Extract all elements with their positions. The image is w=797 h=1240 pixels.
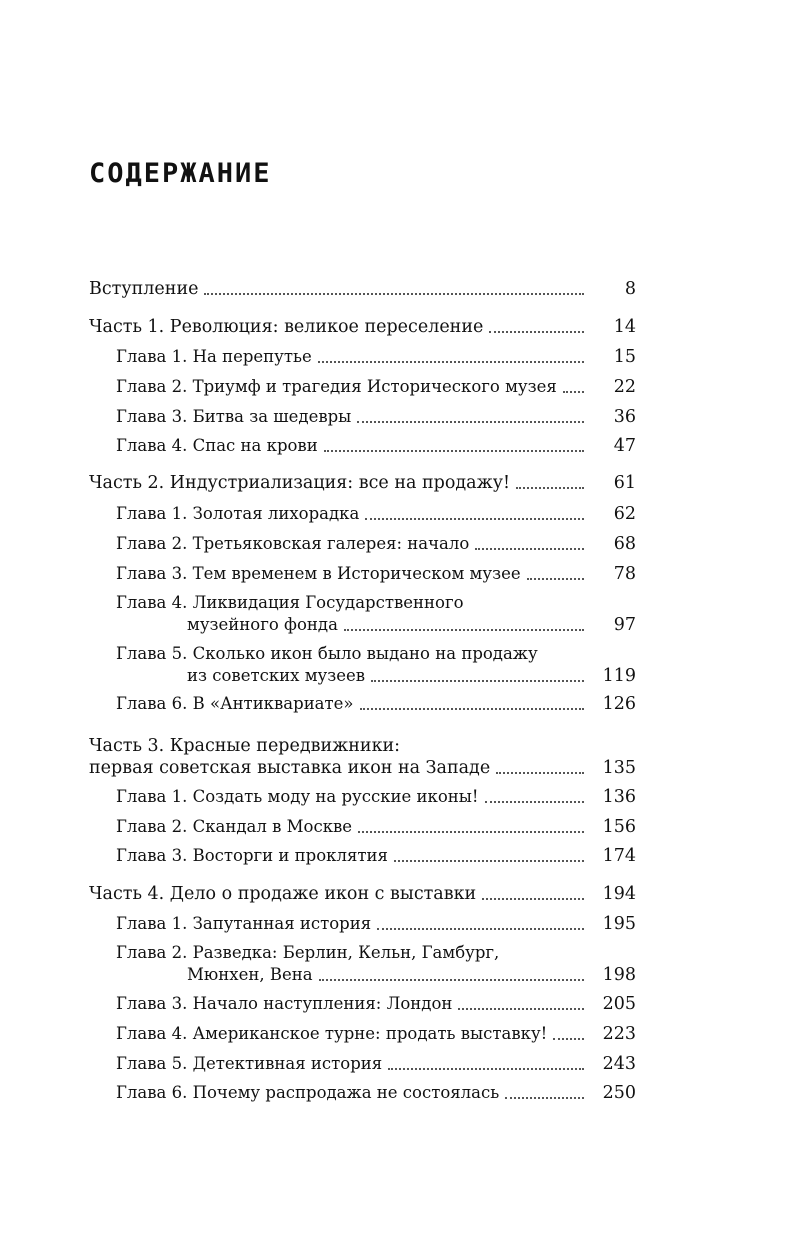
toc-entry-title: Глава 6. В «Антиквариате» [116, 694, 354, 713]
toc-page-number: 136 [602, 787, 636, 807]
toc-entry-title: из советских музеев [187, 666, 366, 685]
toc-entry-title: Мюнхен, Вена [187, 965, 313, 984]
toc-page-number: 68 [613, 534, 636, 554]
toc-page-number: 223 [602, 1024, 636, 1044]
toc-page-number: 78 [613, 564, 636, 584]
toc-entry-title: Часть 3. Красные передвижники: [89, 736, 401, 756]
toc-entry-title: Глава 2. Скандал в Москве [116, 817, 353, 836]
page-title: СОДЕРЖАНИЕ [89, 158, 272, 189]
toc-entry-title: Глава 1. Запутанная история [116, 914, 372, 933]
toc-entry-title: Глава 3. Битва за шедевры [116, 407, 352, 426]
toc-page-number: 22 [613, 377, 636, 397]
toc-page-number: 194 [602, 884, 636, 904]
toc-entry-title: Часть 2. Индустриализация: все на продажу! [89, 473, 511, 493]
toc-page-number: 243 [602, 1054, 636, 1074]
toc-page-number: 61 [613, 473, 636, 493]
toc-entry-title: Глава 3. Начало наступления: Лондон [116, 994, 453, 1013]
toc-page-number: 14 [613, 317, 636, 337]
toc-entry-title: музейного фонда [187, 615, 338, 634]
toc-entry-title: Глава 5. Детективная история [116, 1054, 383, 1073]
toc-entry-title: Глава 2. Триумф и трагедия Исторического музея [116, 377, 557, 396]
toc-entry-title: Глава 1. Создать моду на русские иконы! [116, 787, 479, 806]
toc-entry-title: первая советская выставка икон на Западе [89, 758, 491, 778]
toc-entry-title: Глава 5. Сколько икон было выдано на продажу [116, 644, 538, 663]
toc-entry-title: Глава 4. Спас на крови [116, 436, 318, 455]
toc-page-number: 250 [602, 1083, 636, 1103]
toc-page-number: 36 [613, 407, 636, 427]
toc-page-number: 174 [602, 846, 636, 866]
toc-entry-title: Глава 4. Ликвидация Государственного [116, 593, 464, 612]
toc-page-number: 119 [602, 666, 636, 686]
toc-entry-title: Глава 3. Восторги и проклятия [116, 846, 388, 865]
toc-page-number: 8 [624, 279, 636, 299]
toc-page-number: 126 [602, 694, 636, 714]
toc-page-number: 135 [602, 758, 636, 778]
toc-page-number: 47 [613, 436, 636, 456]
toc-entry-title: Глава 4. Американское турне: продать выставку! [116, 1024, 548, 1043]
toc-page-number: 97 [613, 615, 636, 635]
toc-entry-title: Глава 1. На перепутье [116, 347, 312, 366]
toc-entry-title: Глава 6. Почему распродажа не состоялась [116, 1083, 500, 1102]
toc-entry-title: Часть 4. Дело о продаже икон с выставки [89, 884, 477, 904]
toc-entry-title: Глава 2. Третьяковская галерея: начало [116, 534, 470, 553]
toc-entry-title: Часть 1. Революция: великое переселение [89, 317, 484, 337]
toc-entry-title: Глава 3. Тем временем в Историческом музее [116, 564, 521, 583]
toc-page-number: 156 [602, 817, 636, 837]
toc-page-number: 15 [613, 347, 636, 367]
toc-page-number: 62 [613, 504, 636, 524]
toc-entry-title: Глава 2. Разведка: Берлин, Кельн, Гамбург, [116, 943, 500, 962]
toc-page-number: 198 [602, 965, 636, 985]
toc-page-number: 195 [602, 914, 636, 934]
toc-page-number: 205 [602, 994, 636, 1014]
toc-entry-title: Глава 1. Золотая лихорадка [116, 504, 360, 523]
toc-entry-title: Вступление [89, 279, 199, 299]
